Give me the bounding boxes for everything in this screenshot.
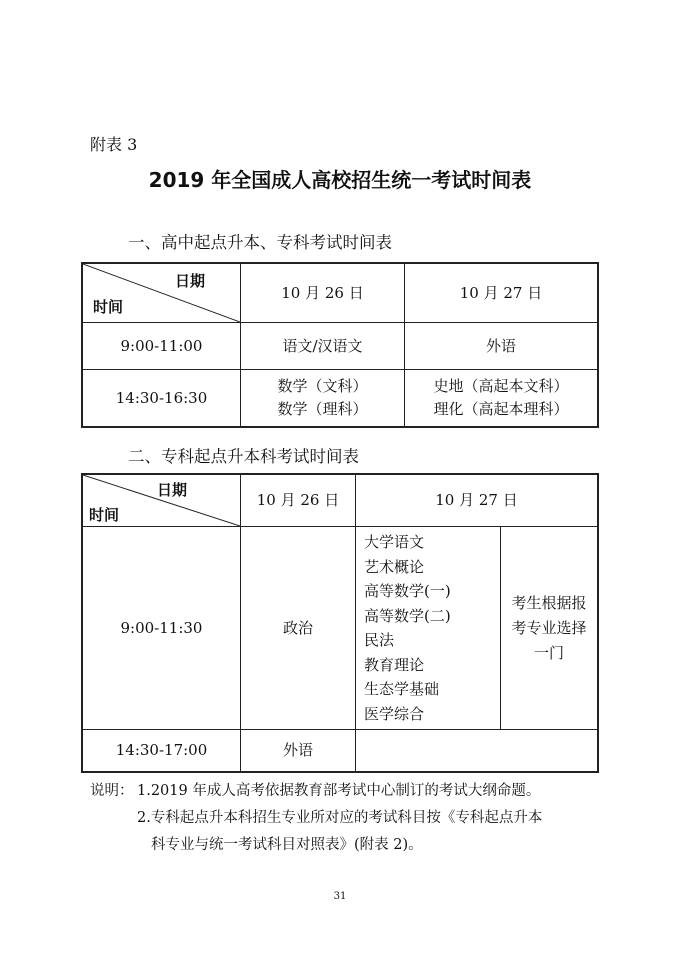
table-1-border [81, 262, 599, 428]
subject: 数学（理科） [277, 400, 368, 418]
note-line: 一门 [533, 643, 564, 662]
date-header: 10 月 26 日 [240, 474, 356, 527]
note-item: 科专业与统一考试科目对照表》(附表 2)。 [151, 837, 423, 853]
subject: 数学（文科） [277, 377, 368, 395]
subject: 大学语文 [364, 533, 425, 551]
subject: 医学综合 [364, 704, 425, 723]
subject-cell: 外语 [240, 729, 356, 772]
section2-heading: 二、专科起点升本科考试时间表 [128, 447, 359, 466]
note-line: 考生根据报 [511, 593, 587, 612]
time-cell: 14:30-16:30 [82, 369, 241, 427]
subject: 教育理论 [364, 655, 425, 674]
page-title: 2019 年全国成人高校招生统一考试时间表 [148, 168, 532, 192]
notes-prefix: 说明： [90, 783, 134, 799]
appendix-label: 附表 3 [90, 135, 138, 154]
table-2-border [81, 473, 599, 773]
page-number: 31 [333, 891, 347, 902]
subject-cell: 政治 [240, 526, 356, 730]
subject: 语文/汉语文 [282, 336, 363, 355]
date-header: 10 月 27 日 [404, 263, 598, 323]
subject: 生态学基础 [364, 680, 440, 698]
time-cell: 9:00-11:30 [82, 526, 241, 730]
subject: 高等数学(一) [364, 582, 451, 600]
corner-time-label: 时间 [93, 298, 124, 316]
time-cell: 9:00-11:00 [82, 322, 241, 370]
subject: 理化（高起本理科） [433, 400, 569, 418]
corner-date-label: 日期 [175, 272, 206, 290]
note-item: 1.2019 年成人高考依据教育部考试中心制订的考试大纲命题。 [137, 783, 541, 799]
note-line: 考专业选择 [511, 618, 587, 637]
date-header: 10 月 27 日 [355, 474, 598, 527]
date-header: 10 月 26 日 [240, 263, 405, 323]
subject: 外语 [485, 336, 516, 355]
corner-time-label: 时间 [89, 506, 120, 524]
subject: 艺术概论 [364, 557, 425, 576]
corner-date-label: 日期 [157, 481, 188, 499]
subject: 史地（高起本文科） [433, 377, 569, 395]
subject: 民法 [364, 631, 395, 649]
note-item: 2.专科起点升本科招生专业所对应的考试科目按《专科起点升本 [137, 810, 543, 826]
subject: 高等数学(二) [364, 606, 451, 625]
section1-heading: 一、高中起点升本、专科考试时间表 [128, 233, 392, 252]
time-cell: 14:30-17:00 [82, 729, 241, 772]
